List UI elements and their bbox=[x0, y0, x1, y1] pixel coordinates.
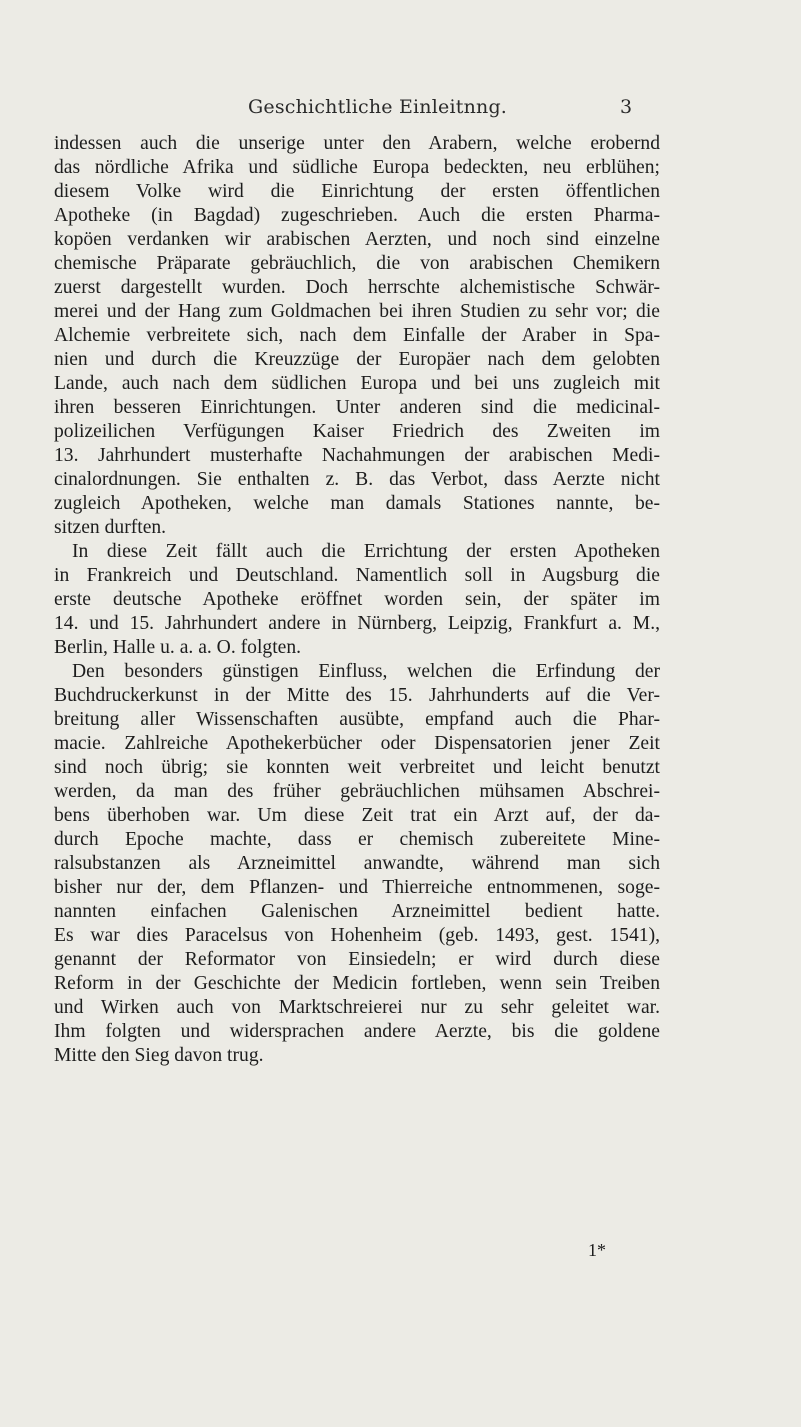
text-line: merei und der Hang zum Goldmachen bei ihren Studien zu sehr vor; die bbox=[54, 301, 660, 322]
text-line: nannten einfachen Galenischen Arzneimittel bedient hatte. bbox=[54, 901, 660, 922]
text-line: kopöen verdanken wir arabischen Aerzten, und noch sind einzelne bbox=[54, 229, 660, 250]
text-line: Reform in der Geschichte der Medicin fortleben, wenn sein Treiben bbox=[54, 973, 660, 994]
text-line: ihren besseren Einrichtungen. Unter anderen sind die medicinal- bbox=[54, 397, 660, 418]
text-line: durch Epoche machte, dass er chemisch zubereitete Mine- bbox=[54, 829, 660, 850]
text-line: Es war dies Paracelsus von Hohenheim (geb. 1493, gest. 1541), bbox=[54, 925, 660, 946]
text-line: Mitte den Sieg davon trug. bbox=[54, 1045, 264, 1066]
text-line: indessen auch die unserige unter den Arabern, welche erobernd bbox=[54, 133, 660, 154]
text-line: Den besonders günstigen Einfluss, welchen die Erfindung der bbox=[72, 661, 660, 682]
text-line: bens überhoben war. Um diese Zeit trat ein Arzt auf, der da- bbox=[54, 805, 660, 826]
text-line: das nördliche Afrika und südliche Europa bedeckten, neu erblühen; bbox=[54, 157, 660, 178]
paragraph bbox=[54, 540, 660, 660]
paragraph bbox=[54, 132, 660, 540]
text-line: in Frankreich und Deutschland. Namentlich soll in Augsburg die bbox=[54, 565, 660, 586]
text-line: und Wirken auch von Marktschreierei nur zu sehr geleitet war. bbox=[54, 997, 660, 1018]
page-number: 3 bbox=[620, 96, 633, 118]
text-line: Apotheke (in Bagdad) zugeschrieben. Auch die ersten Pharma- bbox=[54, 205, 660, 226]
text-line: sind noch übrig; sie konnten weit verbreitet und leicht benutzt bbox=[54, 757, 660, 778]
running-title: Geschichtliche Einleitnng. bbox=[248, 96, 508, 118]
text-line: erste deutsche Apotheke eröffnet worden sein, der später im bbox=[54, 589, 660, 610]
text-line: cinalordnungen. Sie enthalten z. B. das Verbot, dass Aerzte nicht bbox=[54, 469, 660, 490]
text-line: polizeilichen Verfügungen Kaiser Friedrich des Zweiten im bbox=[54, 421, 660, 442]
text-line: Buchdruckerkunst in der Mitte des 15. Jahrhunderts auf die Ver- bbox=[54, 685, 660, 706]
text-line: bisher nur der, dem Pflanzen- und Thierreiche entnommenen, soge- bbox=[54, 877, 660, 898]
text-line: diesem Volke wird die Einrichtung der ersten öffentlichen bbox=[54, 181, 660, 202]
text-line: ralsubstanzen als Arzneimittel anwandte, während man sich bbox=[54, 853, 660, 874]
text-line: Berlin, Halle u. a. a. O. folgten. bbox=[54, 637, 302, 658]
text-line: nien und durch die Kreuzzüge der Europäer nach dem gelobten bbox=[54, 349, 660, 370]
paragraph bbox=[54, 660, 660, 1068]
text-line: Ihm folgten und widersprachen andere Aerzte, bis die goldene bbox=[54, 1021, 660, 1042]
text-line: In diese Zeit fällt auch die Errichtung der ersten Apotheken bbox=[72, 541, 660, 562]
body-text bbox=[54, 132, 660, 1068]
text-line: zugleich Apotheken, welche man damals Stationes nannte, be- bbox=[54, 493, 660, 514]
signature-mark: 1* bbox=[588, 1240, 606, 1260]
text-line: Lande, auch nach dem südlichen Europa und bei uns zugleich mit bbox=[54, 373, 660, 394]
text-line: breitung aller Wissenschaften ausübte, empfand auch die Phar- bbox=[54, 709, 660, 730]
text-line: werden, da man des früher gebräuchlichen mühsamen Abschrei- bbox=[54, 781, 660, 802]
text-line: Alchemie verbreitete sich, nach dem Einfalle der Araber in Spa- bbox=[54, 325, 660, 346]
text-line: 13. Jahrhundert musterhafte Nachahmungen der arabischen Medi- bbox=[54, 445, 660, 466]
text-line: chemische Präparate gebräuchlich, die von arabischen Chemikern bbox=[54, 253, 660, 274]
text-line: zuerst dargestellt wurden. Doch herrschte alchemistische Schwär- bbox=[54, 277, 660, 298]
text-line: genannt der Reformator von Einsiedeln; er wird durch diese bbox=[54, 949, 660, 970]
text-line: macie. Zahlreiche Apothekerbücher oder Dispensatorien jener Zeit bbox=[54, 733, 660, 754]
text-line: sitzen durften. bbox=[54, 517, 167, 538]
text-line: 14. und 15. Jahrhundert andere in Nürnberg, Leipzig, Frankfurt a. M., bbox=[54, 613, 660, 634]
